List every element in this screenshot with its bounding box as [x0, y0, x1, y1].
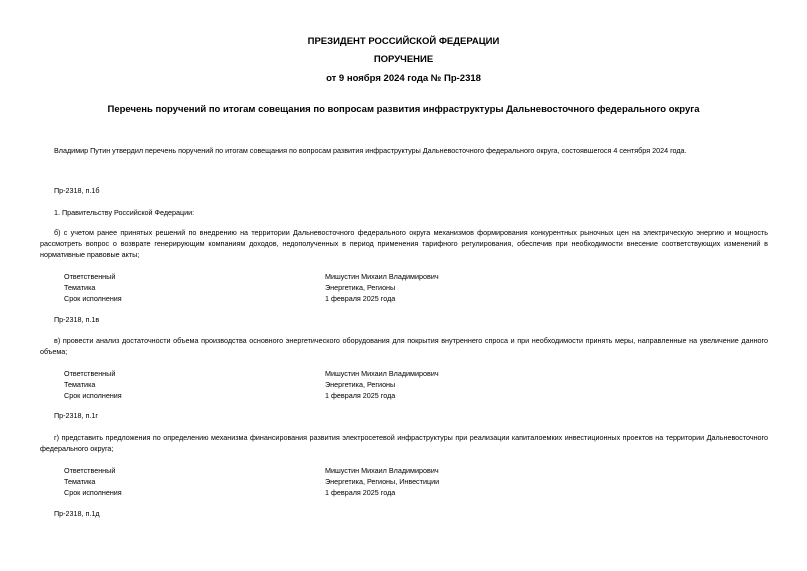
meta-label: Ответственный [64, 466, 116, 475]
section-ref: Пр-2318, п.1г [54, 411, 99, 420]
meta-value: 1 февраля 2025 года [325, 294, 396, 303]
section-ref: Пр-2318, п.1в [54, 315, 100, 324]
document-date-number: от 9 ноября 2024 года № Пр-2318 [326, 73, 481, 84]
meta-value: 1 февраля 2025 года [325, 488, 396, 497]
section-ref: Пр-2318, п.1д [54, 509, 100, 518]
meta-value: 1 февраля 2025 года [325, 391, 396, 400]
meta-value: Мишустин Михаил Владимирович [325, 466, 439, 475]
meta-label: Тематика [64, 477, 96, 486]
meta-value: Мишустин Михаил Владимирович [325, 272, 439, 281]
meta-label: Срок исполнения [64, 294, 122, 303]
section-ref: Пр-2318, п.1б [54, 186, 100, 195]
meta-label: Ответственный [64, 272, 116, 281]
section-text: г) представить предложения по определению механизма финансирования развития электросетевой инфраструктуры при реализации капиталоемких инвестиционных проектов на территории Дальневосточного федерального округа; [40, 433, 768, 454]
meta-value: Энергетика, Регионы [325, 283, 396, 292]
meta-label: Срок исполнения [64, 391, 122, 400]
meta-value: Мишустин Михаил Владимирович [325, 369, 439, 378]
meta-label: Срок исполнения [64, 488, 122, 497]
document-type: ПОРУЧЕНИЕ [373, 54, 434, 65]
section-text: в) провести анализ достаточности объема производства основного энергетического оборудования для покрытия внутреннего спроса и при необходимости принять меры, направленные на увеличение данного объема; [40, 336, 768, 357]
section-text: б) с учетом ранее принятых решений по внедрению на территории Дальневосточного федерального округа механизмов формирования конкурентных рыночных цен на электрическую энергию и мощность рассмотреть вопрос о возврате генерирующим компаниям доходов, недополученных в период применения тарифного регулирования, обеспечив при необходимости внесение соответствующих изменений в нормативные правовые акты; [40, 228, 768, 260]
meta-label: Тематика [64, 380, 96, 389]
authority-heading: ПРЕЗИДЕНТ РОССИЙСКОЙ ФЕДЕРАЦИИ [307, 36, 500, 47]
section-heading: 1. Правительству Российской Федерации: [54, 208, 195, 217]
meta-value: Энергетика, Регионы, Инвестиции [325, 477, 440, 486]
intro-paragraph: Владимир Путин утвердил перечень поручений по итогам совещания по вопросам развития инфраструктуры Дальневосточного федерального округа, состоявшегося 4 сентября 2024 года. [54, 146, 687, 155]
meta-value: Энергетика, Регионы [325, 380, 396, 389]
meta-label: Ответственный [64, 369, 116, 378]
meta-label: Тематика [64, 283, 96, 292]
document-title: Перечень поручений по итогам совещания по вопросам развития инфраструктуры Дальневосточного федерального округа [107, 104, 700, 115]
